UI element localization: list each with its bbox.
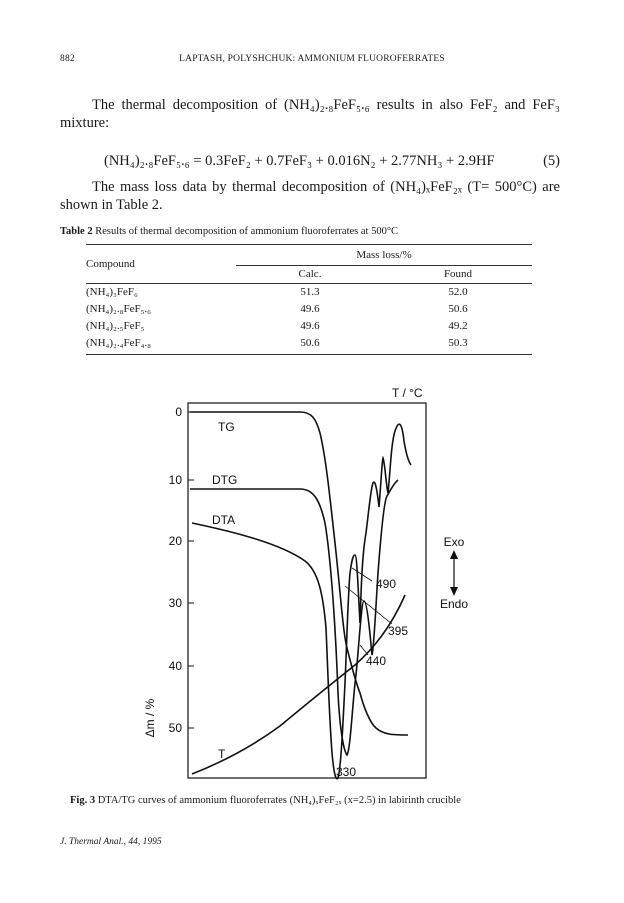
results-table	[86, 244, 532, 351]
cell-compound: (NH₄)₂.₅FeF₅	[86, 319, 145, 332]
table-row	[86, 317, 532, 334]
equation-number: (5)	[543, 153, 560, 169]
figure-caption-label: Fig. 3	[70, 795, 96, 806]
tg-label: TG	[218, 420, 235, 434]
peak-label-490: 490	[376, 577, 397, 591]
y-axis-ticks	[188, 412, 194, 728]
dtg-label: DTG	[212, 473, 238, 487]
y-axis-label: Δm / %	[143, 698, 157, 738]
page-number: 882	[60, 54, 75, 64]
cell-calc: 49.6	[300, 319, 320, 332]
header-compound: Compound	[86, 257, 135, 270]
table-row	[86, 300, 532, 317]
cell-found: 52.0	[448, 285, 468, 298]
table-caption-label: Table 2	[60, 226, 93, 237]
tg-curve	[190, 412, 408, 735]
y-tick-label: 40	[168, 659, 182, 673]
cell-found: 49.2	[448, 319, 468, 332]
y-tick-label: 0	[175, 405, 182, 419]
table-row	[86, 283, 532, 300]
figure-caption	[70, 795, 461, 806]
exo-endo-arrow-icon	[450, 550, 458, 596]
t-label: T	[218, 747, 226, 761]
endo-label: Endo	[439, 597, 469, 611]
header-mass-loss: Mass loss/%	[356, 248, 412, 261]
peak-label-440: 440	[366, 654, 387, 668]
cell-calc: 51.3	[300, 285, 320, 298]
temperature-axis-label: T / °C	[392, 386, 423, 400]
page-header	[60, 54, 564, 68]
cell-calc: 50.6	[300, 336, 320, 349]
table-row	[86, 334, 532, 351]
y-tick-label: 50	[168, 721, 182, 735]
cell-compound: (NH₄)₃FeF₆	[86, 285, 138, 298]
paragraph-mass-loss: The mass loss data by thermal decomposition of (NH₄)ₓFeF₂ₓ (T= 500°C) are shown in Table 2.	[60, 179, 560, 213]
running-title: LAPTASH, POLYSHCHUK: AMMONIUM FLUOROFERRATES	[179, 54, 445, 64]
cell-found: 50.3	[448, 336, 468, 349]
cell-compound: (NH₄)₂.₄FeF₄.₈	[86, 336, 152, 349]
dta-tg-figure	[140, 383, 480, 788]
peak-label-330: 330	[336, 765, 357, 779]
equation-5	[104, 153, 560, 170]
dta-label: DTA	[212, 513, 236, 527]
table-caption-text: Results of thermal decomposition of ammonium fluoroferrates at 500°C	[92, 226, 399, 237]
y-tick-label: 10	[168, 473, 182, 487]
cell-calc: 49.6	[300, 302, 320, 315]
y-tick-label: 20	[168, 534, 182, 548]
table-bottom-rule	[86, 354, 532, 355]
paragraph-decomposition-intro: The thermal decomposition of (NH₄)₂.₈FeF₅.₆ results in also FeF₂ and FeF₃ mixture:	[60, 97, 560, 131]
y-tick-label: 30	[168, 596, 182, 610]
figure-caption-text: DTA/TG curves of ammonium fluoroferrates (NH₄)ₓFeF₂ₓ (x=2.5) in labirinth crucible	[95, 795, 461, 806]
exo-label: Exo	[443, 535, 465, 549]
equation-text: (NH₄)₂.₈FeF₅.₆ = 0.3FeF₂ + 0.7FeF₃ + 0.016N₂ + 2.77NH₃ + 2.9HF	[104, 153, 495, 169]
journal-footer: J. Thermal Anal., 44, 1995	[60, 837, 162, 847]
table-caption	[60, 226, 398, 237]
header-found: Found	[443, 268, 473, 280]
header-calc: Calc.	[298, 268, 322, 280]
cell-found: 50.6	[448, 302, 468, 315]
peak-label-395: 395	[388, 624, 409, 638]
cell-compound: (NH₄)₂.₈FeF₅.₆	[86, 302, 152, 315]
